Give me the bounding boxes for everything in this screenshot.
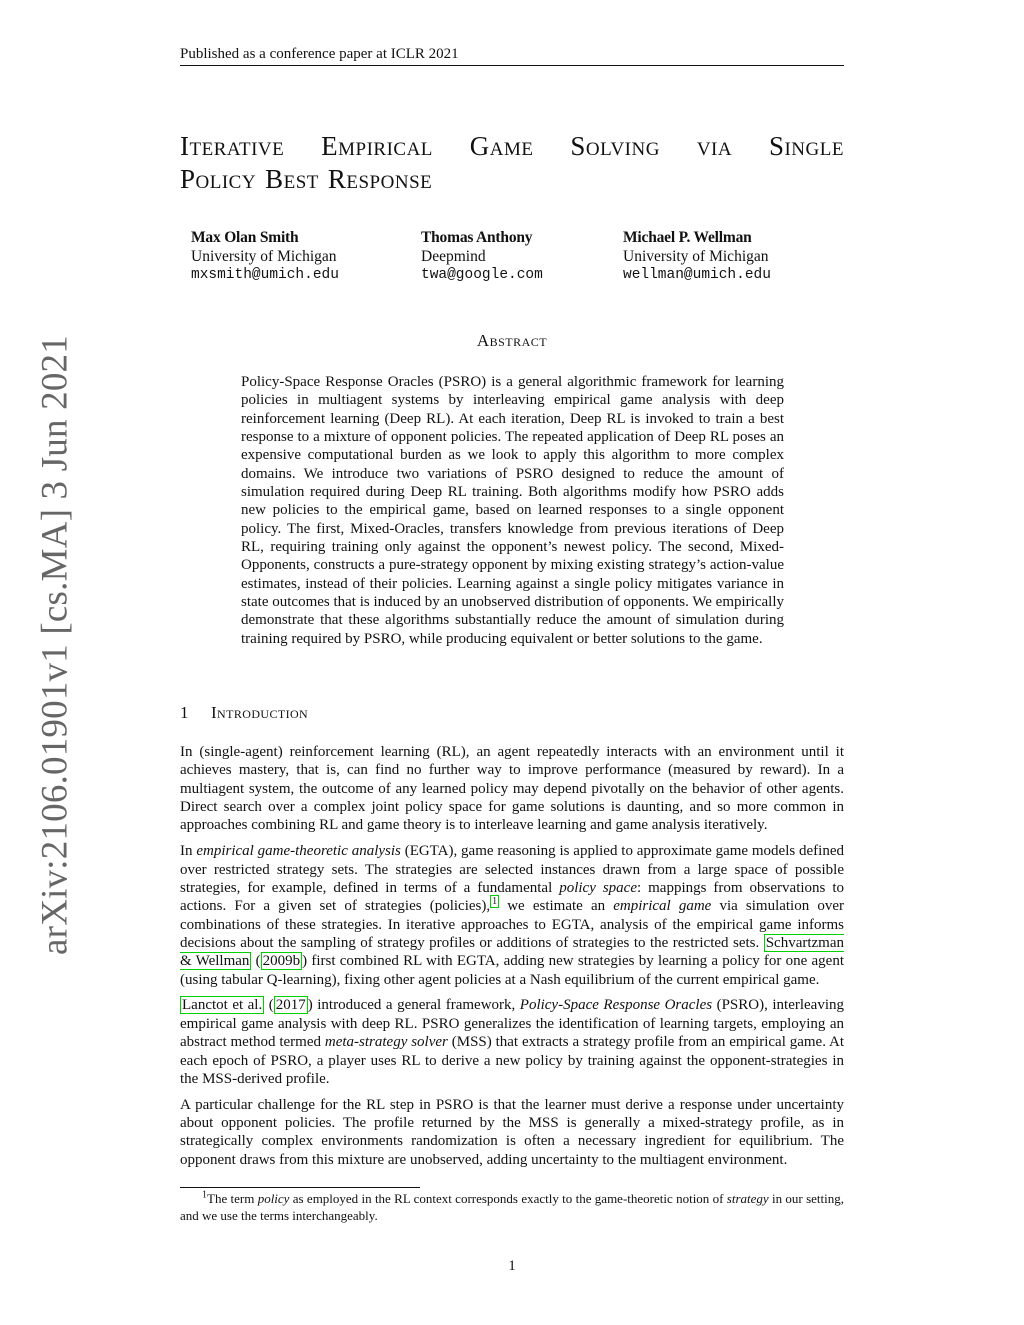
author-name: Michael P. Wellman — [623, 229, 752, 246]
paragraph: In empirical game-theoretic analysis (EGTA), game reasoning is applied to approximate game models defined over restricted strategy sets. The strategies are selected instances drawn from a large space of possible strategies, for example, defined in terms of a fundamental policy space: mappings from observations to actions. For a given set of strategies (policies), $^1$ we estimate an empirical game via simulation over combinations of these strategies. In iterative approaches to EGTA, analysis of the empirical game informs decisions about the sampling of strategy profiles or additions of strategies to the restricted sets. Schvartzman & Wellman ( 2009b ) first combined RL with EGTA, adding new strategies by learning a policy for one agent (using tabular Q-learning), fixing other agent policies at a Nash equilibrium of the current empirical game. — [180, 843, 844, 988]
citation-link[interactable]: Schvartzman & Wellman — [180, 934, 844, 970]
footnote: $^1$The term policy as employed in the RL context corresponds exactly to the game-theoretic notion of strategy in our setting, and we use the terms interchangeably. — [180, 1189, 844, 1223]
author-affiliation: University of Michigan — [191, 248, 337, 265]
section-body — [180, 743, 844, 1177]
title-word: via — [696, 131, 733, 161]
title-word: Response — [327, 164, 433, 194]
title-word: Iterative — [180, 131, 285, 161]
emphasis: empirical game — [613, 898, 712, 915]
footnote-rule — [180, 1187, 420, 1188]
arxiv-identifier: arXiv:2106.01901v1 [cs.MA] 3 Jun 2021 — [34, 335, 76, 955]
abstract-text: Policy-Space Response Oracles (PSRO) is a general algorithmic framework for learning policies in multiagent systems by interleaving empirical game analysis with deep reinforcement learning (Deep RL). At each iteration, Deep RL is invoked to train a best response to a mixture of opponent policies. The repeated application of Deep RL poses an expensive computational burden as we look to apply this algorithm to more complex domains. We introduce two variations of PSRO designed to reduce the amount of simulation required during Deep RL training. Both algorithms modify how PSRO adds new policies to the empirical game, based on learned responses to a single opponent policy. The first, Mixed-Oracles, transfers knowledge from previous iterations of Deep RL, requiring training only against the opponent’s newest policy. The second, Mixed-Opponents, constructs a pure-strategy opponent by mixing existing strategy’s action-value estimates, instead of their policies. Learning against a single policy mitigates variance in state outcomes that is induced by an unobserved distribution of opponents. We empirically demonstrate that these algorithms substantially reduce the amount of simulation during training required by PSRO, while producing equivalent or better solutions to the game. — [241, 374, 784, 647]
paragraph: In (single-agent) reinforcement learning (RL), an agent repeatedly interacts with an environment until it achieves mastery, that is, can find no further way to improve performance (measured by reward). In a multiagent system, the outcome of any learned policy may depend pivotally on the behavior of other agents. Direct search over a complex joint policy space for game solutions is daunting, and so more common in approaches combining RL and game theory is to interleave learning and game analysis iteratively. — [180, 744, 844, 834]
emphasis: empirical game-theoretic analysis — [196, 843, 401, 860]
abstract-heading: Abstract — [476, 331, 548, 350]
page-number: 1 — [508, 1258, 516, 1274]
emphasis: policy — [257, 1191, 290, 1206]
title-word: Empirical — [321, 131, 433, 161]
running-header: Published as a conference paper at ICLR 2021 — [180, 46, 459, 62]
author-email[interactable]: twa@google.com — [421, 267, 543, 283]
author-block — [421, 228, 543, 285]
section-title: Introduction — [211, 703, 309, 722]
author-name: Max Olan Smith — [191, 229, 299, 246]
author-block — [191, 228, 339, 285]
emphasis: policy space — [559, 879, 637, 896]
paper-title — [180, 130, 844, 196]
author-block — [623, 228, 771, 285]
author-affiliation: Deepmind — [421, 248, 486, 265]
paragraph: A particular challenge for the RL step in PSRO is that the learner must derive a response under uncertainty about opponent policies. The profile returned by the MSS is generally a mixed-strategy profile, as in strategically complex environments randomization is often a necessary ingredient for equilibrium. The opponent draws from this mixture are unobserved, adding uncertainty to the multiagent environment. — [180, 1096, 844, 1168]
author-affiliation: University of Michigan — [623, 248, 769, 265]
header-rule — [180, 65, 844, 66]
title-word: Solving — [570, 131, 660, 161]
footnote-link[interactable]: 1 — [492, 896, 498, 908]
title-word: Policy — [180, 164, 257, 194]
title-word: Game — [469, 131, 534, 161]
footnote-mark: 1 — [202, 1189, 207, 1201]
author-name: Thomas Anthony — [421, 229, 533, 246]
emphasis: strategy — [726, 1191, 769, 1206]
paragraph: Lanctot et al. ( 2017 ) introduced a general framework, Policy-Space Response Oracles (PSRO), interleaving empirical game analysis with deep RL. PSRO generalizes the identification of learning targets, employing an abstract method termed meta-strategy solver (MSS) that extracts a strategy profile from an empirical game. At each epoch of PSRO, a player uses RL to derive a new policy by training against the opponent-strategies in the MSS-derived profile. — [180, 997, 844, 1087]
emphasis: Policy-Space Response Oracles — [519, 997, 713, 1014]
title-word: Best — [265, 164, 319, 194]
citation-year-link[interactable]: 2009b — [262, 953, 301, 970]
author-email[interactable]: wellman@umich.edu — [623, 267, 771, 283]
author-email[interactable]: mxsmith@umich.edu — [191, 267, 339, 283]
section-number: 1 — [180, 703, 189, 722]
citation-link[interactable]: Lanctot et al. — [182, 997, 263, 1014]
emphasis: meta-strategy solver — [324, 1034, 448, 1051]
section-heading — [180, 703, 844, 723]
title-word: Single — [768, 131, 844, 161]
citation-year-link[interactable]: 2017 — [275, 997, 306, 1014]
